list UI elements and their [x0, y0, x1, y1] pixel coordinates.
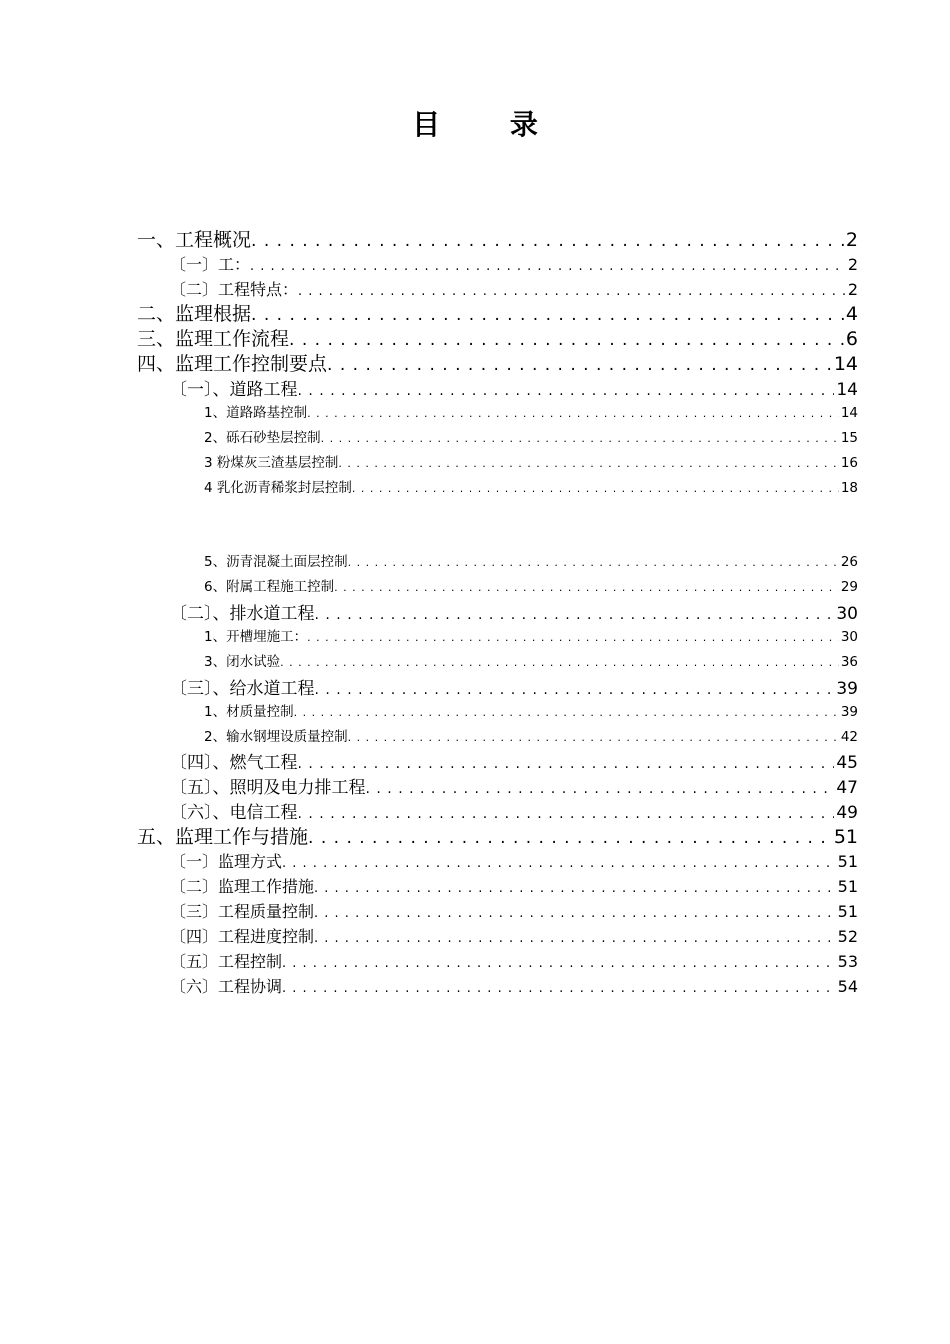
- leader-dots: [314, 881, 836, 896]
- toc-entry-label: 4 乳化沥青稀浆封层控制: [204, 480, 352, 496]
- toc-entry[interactable]: [170, 849, 858, 872]
- toc-entry-label: 1、开槽埋施工：: [204, 629, 308, 645]
- toc-entry-page: 2: [847, 280, 858, 299]
- toc-entry-page: 53: [837, 952, 858, 971]
- toc-entry-label: 〔一〕工：: [170, 255, 251, 274]
- toc-entry[interactable]: [170, 375, 858, 400]
- toc-entry-page: 14: [836, 380, 858, 400]
- toc-entry[interactable]: [170, 599, 858, 624]
- toc-entry[interactable]: [204, 426, 858, 446]
- toc-entry-label: 四、监理工作控制要点: [137, 353, 328, 375]
- toc-entry-page: 6: [845, 328, 858, 350]
- leader-dots: [308, 828, 832, 848]
- toc-entry-label: 〔六〕工程协调: [170, 977, 283, 996]
- toc-entry-page: 29: [840, 579, 858, 595]
- toc-entry-label: 〔二〕工程特点：: [170, 280, 299, 299]
- leader-dots: [298, 383, 835, 399]
- leader-dots: [366, 781, 835, 797]
- toc-entry-label: 二、监理根据: [137, 303, 252, 325]
- toc-entry[interactable]: [204, 625, 858, 645]
- leader-dots: [352, 482, 839, 495]
- toc-entry-label: 〔一〕、道路工程: [170, 380, 298, 400]
- leader-dots: [321, 432, 839, 445]
- toc-entry-page: 30: [840, 629, 858, 645]
- toc-entry-label: 三、监理工作流程: [137, 328, 290, 350]
- leader-dots: [314, 906, 836, 921]
- leader-dots: [298, 284, 846, 299]
- toc-entry[interactable]: [170, 924, 858, 947]
- leader-dots: [334, 581, 839, 594]
- leader-dots: [294, 706, 839, 719]
- toc-entry-page: 51: [837, 902, 858, 921]
- toc-entry[interactable]: [170, 874, 858, 897]
- toc-entry[interactable]: [170, 974, 858, 997]
- leader-dots: [315, 682, 835, 698]
- toc-entry[interactable]: [137, 822, 858, 849]
- toc-entry-page: 39: [840, 704, 858, 720]
- toc-entry[interactable]: [204, 451, 858, 471]
- toc-entry[interactable]: [204, 650, 858, 670]
- toc-entry-label: 2、砾石砂垫层控制: [204, 430, 321, 446]
- toc-entry-label: 〔二〕、排水道工程: [170, 604, 315, 624]
- leader-dots: [298, 756, 835, 772]
- toc-entry[interactable]: [204, 550, 858, 570]
- toc-entry-page: 36: [840, 654, 858, 670]
- toc-entry-label: 〔四〕工程进度控制: [170, 927, 315, 946]
- toc-entry-page: 4: [845, 303, 858, 325]
- toc-entry-page: 14: [833, 353, 858, 375]
- toc-entry-page: 51: [837, 877, 858, 896]
- toc-entry-page: 54: [837, 977, 858, 996]
- leader-dots: [298, 806, 835, 822]
- leader-dots: [251, 305, 844, 325]
- leader-dots: [327, 355, 832, 375]
- leader-dots: [282, 956, 836, 971]
- toc-entry[interactable]: [170, 748, 858, 773]
- toc-entry-page: 16: [840, 455, 858, 471]
- toc-entry-label: 1、道路路基控制: [204, 405, 308, 421]
- toc-entry-label: 〔四〕、燃气工程: [170, 753, 298, 773]
- toc-entry[interactable]: [170, 798, 858, 823]
- leader-dots: [282, 981, 836, 996]
- toc-entry-label: 1、材质量控制: [204, 704, 294, 720]
- toc-entry-label: 〔三〕工程质量控制: [170, 902, 315, 921]
- leader-dots: [282, 856, 836, 871]
- toc-entry-page: 49: [836, 803, 858, 823]
- toc-entry-label: 〔六〕、电信工程: [170, 803, 298, 823]
- leader-dots: [307, 407, 839, 420]
- toc-entry-page: 51: [837, 852, 858, 871]
- leader-dots: [338, 457, 838, 470]
- toc-entry-page: 39: [836, 679, 858, 699]
- toc-entry[interactable]: [170, 674, 858, 699]
- toc-entry-label: 一、工程概况: [137, 229, 252, 251]
- toc-entry[interactable]: [204, 700, 858, 720]
- leader-dots: [314, 931, 836, 946]
- toc-entry[interactable]: [137, 349, 858, 376]
- toc-entry-page: 47: [836, 778, 858, 798]
- toc-entry[interactable]: [204, 575, 858, 595]
- toc-entry-label: 五、监理工作与措施: [137, 826, 309, 848]
- toc-entry-label: 〔三〕、给水道工程: [170, 679, 315, 699]
- toc-entry-label: 5、沥青混凝土面层控制: [204, 554, 348, 570]
- toc-entry[interactable]: [170, 949, 858, 972]
- page-title: 目 录: [412, 108, 568, 141]
- toc-entry-page: 26: [840, 554, 858, 570]
- toc-entry-label: 3 粉煤灰三渣基层控制: [204, 455, 339, 471]
- toc-entry-label: 2、输水钢埋设质量控制: [204, 729, 348, 745]
- toc-entry-label: 6、附属工程施工控制: [204, 579, 335, 595]
- toc-entry[interactable]: [170, 277, 858, 300]
- toc-entry[interactable]: [170, 899, 858, 922]
- toc-entry[interactable]: [204, 476, 858, 496]
- leader-dots: [315, 607, 835, 623]
- toc-entry-page: 2: [845, 229, 858, 251]
- toc-entry[interactable]: [170, 252, 858, 275]
- toc-entry[interactable]: [137, 225, 858, 252]
- toc-entry-label: 〔二〕监理工作措施: [170, 877, 315, 896]
- toc-entry[interactable]: [137, 299, 858, 326]
- leader-dots: [251, 231, 844, 251]
- toc-entry-page: 42: [840, 729, 858, 745]
- toc-entry[interactable]: [137, 324, 858, 351]
- toc-entry-page: 52: [837, 927, 858, 946]
- toc-entry-page: 14: [840, 405, 858, 421]
- toc-entry-page: 51: [833, 826, 858, 848]
- toc-entry-page: 30: [836, 604, 858, 624]
- leader-dots: [348, 731, 839, 744]
- toc-entry-label: 〔五〕工程控制: [170, 952, 283, 971]
- leader-dots: [348, 556, 839, 569]
- leader-dots: [280, 656, 839, 669]
- leader-dots: [250, 259, 846, 274]
- toc-entry-label: 〔一〕监理方式: [170, 852, 283, 871]
- toc-entry-page: 45: [836, 753, 858, 773]
- toc-entry[interactable]: [170, 773, 858, 798]
- toc-entry[interactable]: [204, 401, 858, 421]
- toc-entry[interactable]: [204, 725, 858, 745]
- toc-entry-label: 3、闭水试验: [204, 654, 281, 670]
- leader-dots: [289, 330, 844, 350]
- toc-entry-page: 2: [847, 255, 858, 274]
- leader-dots: [307, 631, 839, 644]
- toc-entry-label: 〔五〕、照明及电力排工程: [170, 778, 366, 798]
- toc-entry-page: 15: [840, 430, 858, 446]
- toc-entry-page: 18: [840, 480, 858, 496]
